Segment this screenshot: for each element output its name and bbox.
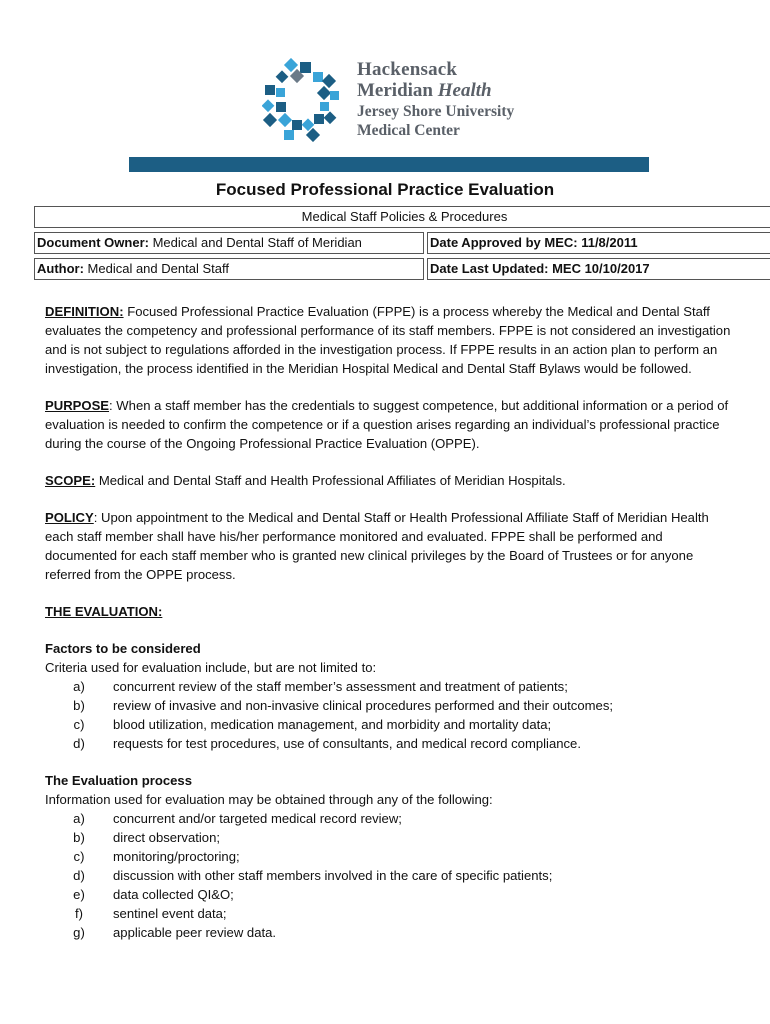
logo-wordmark xyxy=(357,60,514,138)
process-list xyxy=(45,809,735,942)
date-updated-cell: Date Last Updated: MEC 10/10/2017 xyxy=(427,258,770,280)
header-bar xyxy=(129,157,649,172)
list-item: d) requests for test procedures, use of consultants, and medical record compliance. xyxy=(73,736,581,751)
document-title: Focused Professional Practice Evaluation xyxy=(215,180,555,199)
list-item: d) discussion with other staff members involved in the care of specific patients; xyxy=(73,868,553,883)
list-item: a) concurrent review of the staff member’s assessment and treatment of patients; xyxy=(73,679,568,694)
logo-line-3: Jersey Shore University xyxy=(357,103,515,120)
list-item: e) data collected QI&O; xyxy=(73,887,234,902)
logo-line-1: Hackensack xyxy=(357,59,458,80)
logo-mark-icon xyxy=(262,58,342,142)
definition-paragraph: DEFINITION: Focused Professional Practice Evaluation (FPPE) is a process whereby the Medical and Dental Staff evaluates the competency and professional performance of its staff members. FPPE is not considered an investigation and is not subject to regulations afforded in the investigation process. If FPPE results in an action plan to perform an investigation, the process identified in the Meridian Hospital Medical and Dental Staff Bylaws would be followed. xyxy=(45,304,731,376)
hospital-logo xyxy=(262,58,562,148)
list-item: b) direct observation; xyxy=(73,830,220,845)
process-heading: The Evaluation process xyxy=(45,773,192,788)
policy-paragraph: POLICY: Upon appointment to the Medical and Dental Staff or Health Professional Affiliate Staff of Meridian Health each staff member shall have his/her performance monitored and evaluated. FPPE shall be performed and documented for each staff member who is granted new clinical privileges by the Board of Trustees or for anyone referred from the OPPE process. xyxy=(45,510,709,582)
factors-section xyxy=(45,639,735,753)
scope-paragraph: SCOPE: Medical and Dental Staff and Health Professional Affiliates of Meridian Hospitals. xyxy=(45,473,566,488)
date-approved-cell: Date Approved by MEC: 11/8/2011 xyxy=(427,232,770,254)
list-item: b) review of invasive and non-invasive clinical procedures performed and their outcomes; xyxy=(73,698,613,713)
evaluation-heading: THE EVALUATION: xyxy=(45,604,163,619)
factors-intro: Criteria used for evaluation include, but are not limited to: xyxy=(45,660,377,675)
process-intro: Information used for evaluation may be obtained through any of the following: xyxy=(45,792,493,807)
factors-list xyxy=(45,677,735,753)
list-item: f) sentinel event data; xyxy=(75,906,227,921)
list-item: g) applicable peer review data. xyxy=(73,925,277,940)
author-cell: Author: Medical and Dental Staff xyxy=(34,258,424,280)
logo-line-2: Meridian Health xyxy=(357,80,492,101)
document-body xyxy=(45,302,735,960)
purpose-paragraph: PURPOSE: When a staff member has the credentials to suggest competence, but additional information or a period of evaluation is needed to confirm the competence or if a question arises regarding an individual’s professional practice during the course of the Ongoing Professional Practice Evaluation (OPPE). xyxy=(45,398,729,451)
list-item: a) concurrent and/or targeted medical record review; xyxy=(73,811,402,826)
logo-line-4: Medical Center xyxy=(357,121,460,139)
policy-subtitle-cell: Medical Staff Policies & Procedures xyxy=(34,206,770,228)
process-section xyxy=(45,771,735,942)
factors-heading: Factors to be considered xyxy=(45,641,201,656)
list-item: c) monitoring/proctoring; xyxy=(73,849,240,864)
list-item: c) blood utilization, medication management, and morbidity and mortality data; xyxy=(73,717,552,732)
document-owner-cell: Document Owner: Medical and Dental Staff of Meridian xyxy=(34,232,424,254)
